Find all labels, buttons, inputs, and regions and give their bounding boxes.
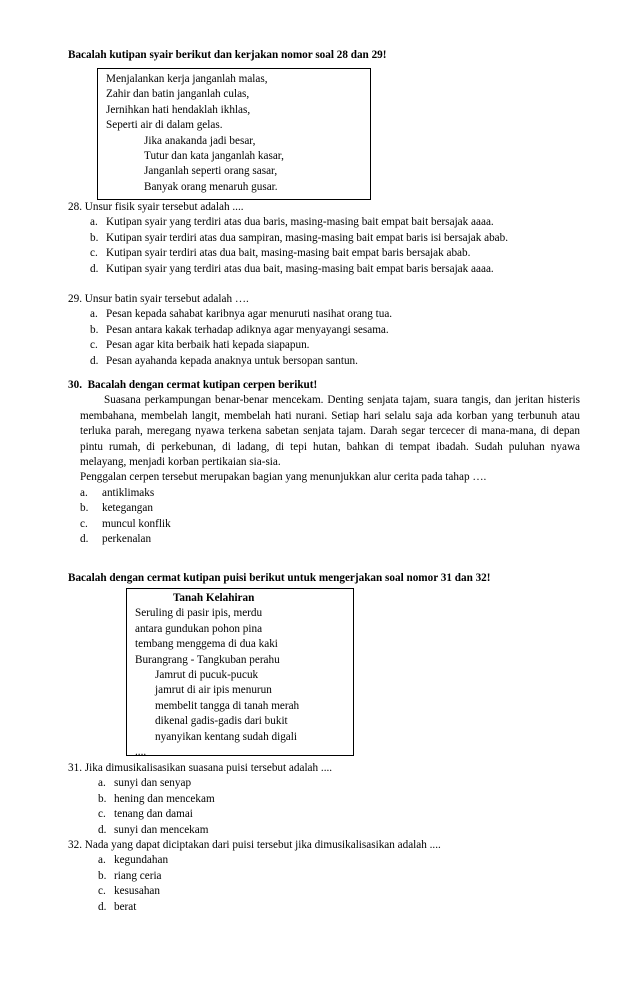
option-letter: b.	[98, 792, 107, 805]
option-letter: c.	[98, 808, 106, 821]
passage-text: Suasana perkampungan benar-benar mencekam. Denting senjata tajam, suara tangis, dan jeritan histeris membahana, membelah langit, membelah hati nurani. Setiap hari selalu saja ada korban yang terbunuh atau terluka parah, meregang nyawa terkena sabetan senjata tajam. Darah segar tercecer di mana-mana, di depan pintu rumah, di perkebunan, di ladang, di tepi hutan, bahkan di tempat ibadah. Sudah puluhan nyawa melayang, menjadi korban pertikaian sia-sia.	[80, 394, 580, 469]
option-text: Pesan antara kakak terhadap adiknya agar menyayangi sesama.	[106, 323, 389, 336]
question-text: Penggalan cerpen tersebut merupakan bagian yang menunjukkan alur cerita pada tahap ….	[80, 471, 487, 484]
question-32	[68, 838, 638, 915]
option-b[interactable]	[80, 501, 580, 516]
syair-line: Menjalankan kerja janganlah malas,	[106, 73, 268, 85]
question-stem: 28. Unsur fisik syair tersebut adalah ....	[68, 201, 244, 213]
option-b[interactable]	[90, 231, 638, 246]
option-text: muncul konflik	[102, 517, 171, 530]
option-text: ketegangan	[102, 502, 153, 515]
option-text: hening dan mencekam	[114, 792, 215, 805]
question-number: 30.	[68, 379, 82, 391]
option-letter: a.	[98, 854, 106, 867]
option-letter: c.	[90, 247, 98, 260]
option-letter: b.	[90, 323, 99, 336]
poem-line: jamrut di air ipis menurun	[155, 684, 272, 697]
option-letter: c.	[98, 885, 106, 898]
option-letter: c.	[90, 339, 98, 352]
option-c[interactable]	[90, 338, 638, 353]
poem-line: antara gundukan pohon pina	[135, 622, 263, 635]
short-story-passage	[68, 393, 580, 485]
option-letter: c.	[80, 517, 88, 530]
question-stem: 31. Jika dimusikalisasikan suasana puisi tersebut adalah ....	[68, 762, 333, 774]
section1-instruction: Bacalah kutipan syair berikut dan kerjakan nomor soal 28 dan 29!	[68, 49, 387, 61]
poem-ellipsis: ....	[135, 746, 147, 759]
option-letter: b.	[98, 869, 107, 882]
poem-line: Jamrut di pucuk-pucuk	[155, 669, 259, 682]
poem-title: Tanah Kelahiran	[173, 592, 255, 604]
question-30	[68, 378, 580, 547]
option-b[interactable]	[98, 869, 638, 884]
option-letter: b.	[90, 231, 99, 244]
question-31	[68, 761, 638, 838]
syair-box	[97, 68, 371, 200]
poem-line: tembang menggema di dua kaki	[135, 638, 278, 651]
option-text: Kutipan syair yang terdiri atas dua bait, masing-masing bait empat baris bersajak aaaa.	[106, 262, 494, 275]
question-29	[68, 292, 638, 369]
option-d[interactable]	[90, 354, 638, 369]
option-letter: a.	[80, 486, 88, 499]
poem-line: membelit tangga di tanah merah	[155, 699, 300, 712]
option-text: perkenalan	[102, 533, 152, 546]
option-b[interactable]	[98, 792, 638, 807]
option-text: Kutipan syair terdiri atas dua sampiran, masing-masing bait empat baris isi bersajak abab.	[106, 231, 509, 244]
option-letter: a.	[90, 308, 98, 321]
syair-line: Jika anakanda jadi besar,	[144, 134, 256, 147]
option-text: antiklimaks	[102, 486, 155, 499]
syair-line: Zahir dan batin janganlah culas,	[106, 88, 250, 101]
poem-line: dikenal gadis-gadis dari bukit	[155, 715, 288, 728]
option-letter: d.	[80, 533, 89, 546]
option-text: Pesan kepada sahabat karibnya agar menuruti nasihat orang tua.	[106, 308, 393, 321]
option-c[interactable]	[98, 807, 638, 822]
option-d[interactable]	[98, 900, 638, 915]
option-text: Pesan agar kita berbaik hati kepada siapapun.	[106, 339, 310, 352]
syair-line: Banyak orang menaruh gusar.	[144, 180, 278, 193]
question-stem: 32. Nada yang dapat diciptakan dari puisi tersebut jika dimusikalisasikan adalah ....	[68, 839, 441, 851]
option-letter: d.	[90, 354, 99, 367]
syair-line: Seperti air di dalam gelas.	[106, 119, 223, 132]
option-text: Kutipan syair terdiri atas dua bait, masing-masing bait empat baris bersajak abab.	[106, 247, 471, 260]
option-text: Kutipan syair yang terdiri atas dua baris, masing-masing bait empat bait bersajak aaaa.	[106, 216, 494, 229]
option-text: berat	[114, 900, 137, 913]
option-letter: d.	[98, 823, 107, 836]
syair-line: Janganlah seperti orang sasar,	[144, 165, 278, 178]
syair-line: Tutur dan kata janganlah kasar,	[144, 150, 284, 163]
option-d[interactable]	[98, 823, 638, 838]
option-text: riang ceria	[114, 869, 162, 882]
poem-line: nyanyikan kentang sudah digali	[155, 730, 297, 743]
option-text: tenang dan damai	[114, 808, 193, 821]
option-a[interactable]	[90, 307, 638, 322]
question-instruction-text: Bacalah dengan cermat kutipan cerpen berikut!	[87, 379, 318, 391]
option-a[interactable]	[98, 853, 638, 868]
poem-line: Burangrang - Tangkuban perahu	[135, 653, 280, 666]
option-letter: a.	[90, 216, 98, 229]
option-d[interactable]	[90, 262, 638, 277]
option-a[interactable]	[98, 776, 638, 791]
option-text: sunyi dan senyap	[114, 777, 192, 790]
option-a[interactable]	[80, 486, 580, 501]
option-letter: a.	[98, 777, 106, 790]
option-text: sunyi dan mencekam	[114, 823, 209, 836]
option-c[interactable]	[80, 517, 580, 532]
poem-box	[126, 588, 354, 759]
option-letter: b.	[80, 502, 89, 515]
section2-instruction: Bacalah dengan cermat kutipan puisi berikut untuk mengerjakan soal nomor 31 dan 32!	[68, 572, 491, 584]
question-instruction	[68, 378, 580, 393]
option-b[interactable]	[90, 323, 638, 338]
option-text: Pesan ayahanda kepada anaknya untuk bersopan santun.	[106, 354, 358, 367]
option-letter: d.	[90, 262, 99, 275]
syair-line: Jernihkan hati hendaklah ikhlas,	[106, 103, 251, 116]
option-text: kesusahan	[114, 885, 160, 898]
option-letter: d.	[98, 900, 107, 913]
question-28	[68, 200, 638, 277]
option-d[interactable]	[80, 532, 580, 547]
option-c[interactable]	[98, 884, 638, 899]
option-a[interactable]	[90, 215, 638, 230]
option-text: kegundahan	[114, 854, 169, 867]
question-stem: 29. Unsur batin syair tersebut adalah ….	[68, 293, 249, 305]
option-c[interactable]	[90, 246, 638, 261]
poem-line: Seruling di pasir ipis, merdu	[135, 607, 263, 620]
